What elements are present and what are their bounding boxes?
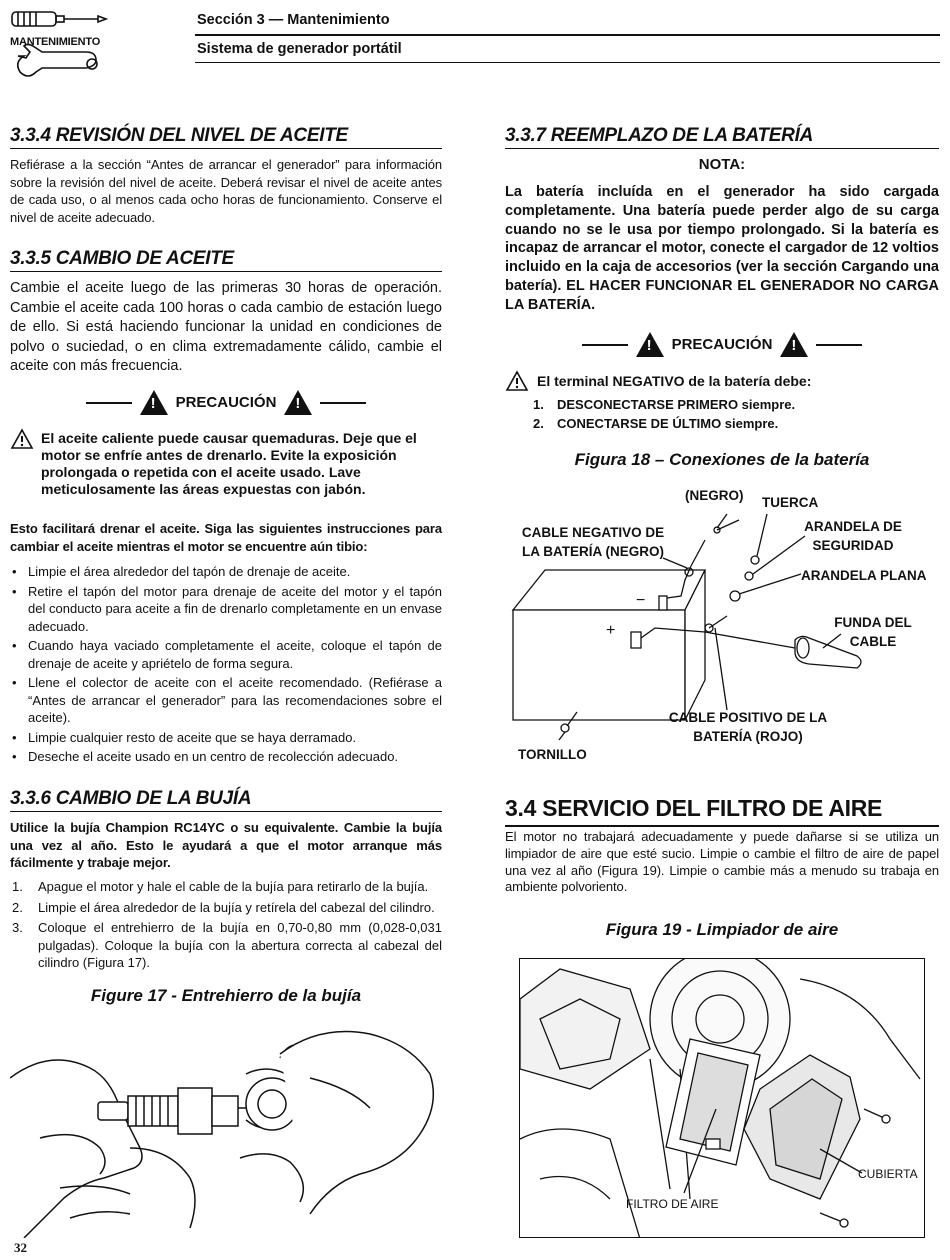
list-item: 2. Limpie el área alrededor de la bujía y retírela del cabezal del cilindro.	[12, 899, 435, 915]
oil-change-intro: Esto facilitará drenar el aceite. Siga las siguientes instrucciones para cambiar el aceite mientras el motor se encuentre aún tibio:	[10, 521, 442, 554]
warning-triangle-icon	[140, 390, 168, 415]
label-arandela-seguridad: ARANDELA DE SEGURIDAD	[804, 519, 902, 553]
wrench-icon	[18, 44, 97, 76]
list-item: 3. Coloque el entrehierro de la bujía en 0,70-0,80 mm (0,028-0,031 pulgadas). Coloque la bujía con la abertura correcta al cabezal del cilindro (Figura 17).	[12, 920, 442, 970]
section-3-4-body: El motor no trabajará adecuadamente y puede dañarse si se utiliza un limpiador de aire que esté sucio. Limpie o cambie el filtro de aire de papel una vez al año (Figura 19). Limpie o cambie más a menudo su trabaja en ambiente polvoriento.	[505, 829, 939, 895]
list-item: 1. Apague el motor y hale el cable de la bujía para retirarlo de la bujía.	[12, 879, 429, 894]
section-3-3-6-title: 3.3.6 CAMBIO DE LA BUJÍA	[10, 788, 252, 809]
label-tornillo: TORNILLO	[518, 747, 587, 762]
page-number: 32	[14, 1240, 27, 1255]
caution-banner	[10, 390, 442, 415]
battery-note: La batería incluída en el generador ha sido cargada completamente. Una batería puede perder algo de su carga cuando no se le usa por tiempo prolongado. Si la batería es incapaz de arrancar el motor, conecte el cargador de 12 voltios incluido en la caja de accesorios (ver la sección Cargando una batería). EL HACER FUNCIONAR EL GENERADOR NO CARGA LA BATERÍA.	[505, 184, 939, 313]
oil-change-steps	[10, 563, 442, 768]
section-rule	[505, 148, 939, 149]
label-negro: (NEGRO)	[685, 488, 744, 503]
figure-19-caption: Figura 19 - Limpiador de aire	[605, 920, 839, 939]
warning-triangle-icon	[284, 390, 312, 415]
warning-triangle-icon	[636, 332, 664, 357]
label-cable-positivo: CABLE POSITIVO DE LA BATERÍA (ROJO)	[668, 710, 828, 744]
label-tuerca: TUERCA	[762, 495, 819, 510]
spark-plug-steps	[10, 878, 442, 975]
caution-banner	[505, 332, 939, 357]
screwdriver-icon	[12, 12, 106, 26]
warning-outline-icon	[505, 370, 529, 392]
positive-symbol: +	[606, 622, 616, 639]
section-3-3-7-title: 3.3.7 REEMPLAZO DE LA BATERÍA	[505, 125, 814, 146]
warning-triangle-icon	[780, 332, 808, 357]
section-3-3-4-title: 3.3.4 REVISIÓN DEL NIVEL DE ACEITE	[10, 125, 348, 146]
caution-rule	[320, 402, 366, 404]
air-cleaner-illustration	[520, 959, 925, 1238]
list-item: 1. DESCONECTARSE PRIMERO siempre.	[533, 397, 796, 412]
list-item: • Limpie cualquier resto de aceite que se haya derramado.	[10, 729, 442, 747]
list-item: • Limpie el área alrededor del tapón de drenaje de aceite.	[10, 563, 442, 581]
list-item: • Retire el tapón del motor para drenaje de aceite del motor y el tapón del conducto para aceite a fin de drenarlo completamente en un envase adecuado.	[10, 583, 442, 636]
caution-label: PRECAUCIÓN	[671, 336, 773, 353]
figure-18-caption: Figura 18 – Conexiones de la batería	[574, 450, 870, 469]
header-rule-thin	[195, 62, 940, 63]
caution-rule	[582, 344, 628, 346]
figure-17-caption: Figure 17 - Entrehierro de la bujía	[90, 986, 362, 1005]
note-title: NOTA:	[698, 156, 746, 173]
header-section-title: Sección 3 — Mantenimiento	[197, 12, 390, 28]
label-arandela-plana: ARANDELA PLANA	[801, 568, 927, 583]
section-3-3-5-title: 3.3.5 CAMBIO DE ACEITE	[10, 248, 234, 269]
battery-warning-title: El terminal NEGATIVO de la batería debe:	[537, 373, 812, 389]
caution-rule	[86, 402, 132, 404]
caution-rule	[816, 344, 862, 346]
list-item: 2. CONECTARSE DE ÚLTIMO siempre.	[533, 416, 779, 431]
section-rule	[10, 811, 442, 812]
caution-label: PRECAUCIÓN	[175, 394, 277, 411]
section-3-4-title: 3.4 SERVICIO DEL FILTRO DE AIRE	[505, 795, 883, 821]
air-cleaner-figure	[519, 958, 925, 1238]
label-filtro-aire: FILTRO DE AIRE	[626, 1197, 719, 1211]
section-3-3-4-body: Refiérase a la sección “Antes de arrancar el generador” para información sobre la revisión del nivel de aceite. Deberá revisar el nivel de aceite antes de cada uso, o al menos cada ocho horas de funcionamiento. Conserve el nivel de aceite adecuado.	[10, 157, 442, 225]
list-item: • Cuando haya vaciado completamente el aceite, coloque el tapón de drenaje de aceite y apriételo de forma segura.	[10, 637, 442, 672]
battery-warning-steps	[533, 395, 795, 433]
negative-symbol: −	[636, 592, 646, 609]
header-icon-label: MANTENIMIENTO	[10, 36, 101, 48]
list-item: • Deseche el aceite usado en un centro de recolección adecuado.	[10, 748, 442, 766]
oil-warning-text: El aceite caliente puede causar quemaduras. Deje que el motor se enfríe antes de drenarlo. Evite la exposición prolongada o repetida con el aceite usado. Lave meticulosamente las áreas expuestas con jabón.	[41, 430, 417, 497]
section-rule	[10, 148, 442, 149]
spark-plug-gap-illustration	[10, 1018, 442, 1238]
label-funda-cable: FUNDA DEL CABLE	[834, 615, 912, 649]
label-cable-negativo: CABLE NEGATIVO DE LA BATERÍA (NEGRO)	[521, 525, 665, 559]
section-3-3-6-intro: Utilice la bujía Champion RC14YC o su equivalente. Cambie la bujía una vez al año. Esto le ayudará a que el motor arranque más fácilmente y trabaje mejor.	[10, 820, 442, 870]
section-rule	[505, 825, 939, 827]
header-subtitle: Sistema de generador portátil	[197, 41, 402, 57]
list-item: • Llene el colector de aceite con el aceite recomendado. (Refiérase a “Antes de arrancar el generador” para las recomendaciones sobre el aceite).	[10, 674, 442, 727]
label-cubierta: CUBIERTA	[858, 1167, 918, 1181]
warning-outline-icon	[10, 428, 34, 450]
section-rule	[10, 271, 442, 272]
section-3-3-5-body: Cambie el aceite luego de las primeras 30 horas de operación. Cambie el aceite cada 100 horas o cada cambio de estación luego de ello. Si está haciendo funcionar la unidad en condiciones de polvo o suciedad, o en clima extremadamente cálido, cambie el aceite con más frecuencia.	[10, 280, 442, 374]
header-rule	[195, 34, 940, 36]
